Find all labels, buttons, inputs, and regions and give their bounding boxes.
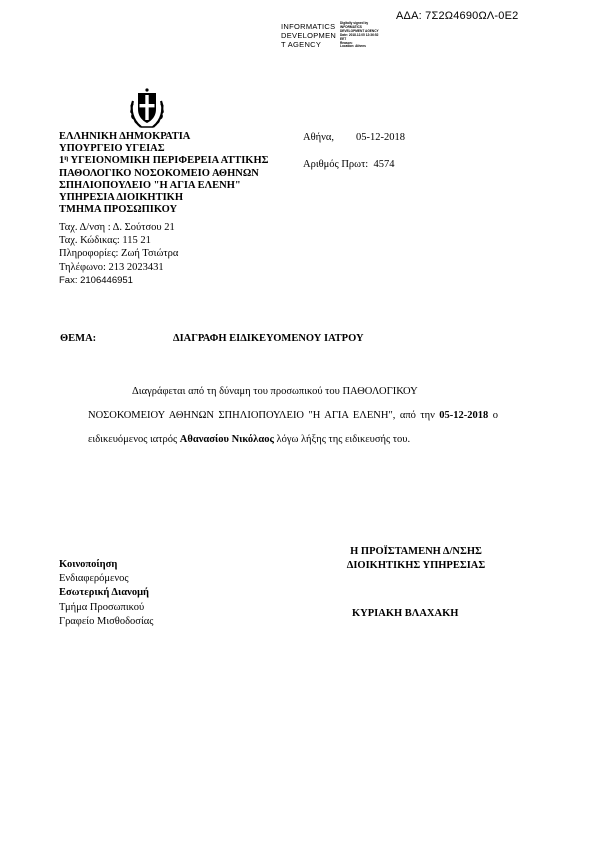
protocol-value: 4574 (373, 159, 395, 170)
fax-line: Fax: 2106446951 (59, 274, 133, 286)
stamp-line: DEVELOPMEN (281, 31, 337, 40)
org-line-health-region (59, 155, 269, 167)
digital-signature-stamp (281, 22, 411, 56)
org-line: ΥΠΟΥΡΓΕΙΟ ΥΓΕΙΑΣ (59, 143, 165, 155)
protocol-label: Αριθμός Πρωτ: (303, 159, 369, 170)
stamp-line: T AGENCY (281, 40, 322, 49)
org-line: ΕΛΛΗΝΙΚΗ ΔΗΜΟΚΡΑΤΙΑ (59, 131, 191, 142)
organization-header (59, 131, 269, 216)
body-mid: ο ειδικευόμενος ιατρός (88, 410, 499, 445)
org-line-prefix: 1 (59, 155, 65, 167)
contact-info (59, 221, 178, 287)
org-line: ΥΓΕΙΟΝΟΜΙΚΗ ΠΕΡΙΦΕΡΕΙΑ ΑΤΤΙΚΗΣ (70, 155, 269, 167)
phone-line: Τηλέφωνο: 213 2023431 (59, 261, 164, 273)
stamp-detail: Location: Athens (340, 44, 366, 49)
org-line: ΥΠΗΡΕΣΙΑ ΔΙΟΙΚΗΤΙΚΗ (59, 191, 184, 203)
doctor-name: Αθανασίου Νικόλαος (179, 434, 274, 445)
org-line: ΣΠΗΛΙΟΠΟΥΛΕΙΟ "Η ΑΓΙΑ ΕΛΕΝΗ" (59, 179, 241, 191)
greek-coat-of-arms-icon (127, 87, 167, 131)
signature-title (342, 545, 490, 573)
stamp-detail: EET (340, 36, 347, 41)
body-line-1: Διαγράφεται από τη δύναμη του προσωπικού του ΠΑΘΟΛΟΓΙΚΟΥ (132, 386, 418, 397)
stamp-detail: Reason: (340, 40, 353, 45)
body-end: λόγω λήξης της ειδικευσής του. (273, 434, 411, 445)
cc-item: Ενδιαφερόμενος (59, 573, 129, 585)
address-line: Ταχ. Δ/νση : Δ. Σούτσου 21 (59, 222, 175, 233)
org-line: ΤΜΗΜΑ ΠΡΟΣΩΠΙΚΟΥ (59, 204, 178, 216)
info-contact-line: Πληροφορίες: Ζωή Τσιώτρα (59, 248, 179, 260)
cc-item: Τμήμα Προσωπικού (59, 601, 145, 613)
subject-label: ΘΕΜΑ: (60, 333, 97, 344)
signature-title-line: Η ΠΡΟΪΣΤΑΜΕΝΗ Δ/ΝΣΗΣ (350, 546, 482, 557)
signature-name: ΚΥΡΙΑΚΗ ΒΛΑΧΑΚΗ (352, 608, 459, 619)
stamp-detail: DEVELOPMENT AGENCY (340, 28, 379, 33)
stamp-detail: INFORMATICS (340, 24, 362, 29)
cc-item: Γραφείο Μισθοδοσίας (59, 615, 154, 627)
body-date: 05-12-2018 (439, 410, 489, 421)
body-line-2: ΝΟΣΟΚΟΜΕΙΟΥ ΑΘΗΝΩΝ ΣΠΗΛΙΟΠΟΥΛΕΙΟ "Η ΑΓΙΑ ΕΛΕΝΗ", από την (88, 410, 435, 421)
cc-label: Κοινοποίηση (59, 559, 118, 570)
org-line: ΠΑΘΟΛΟΓΙΚΟ ΝΟΣΟΚΟΜΕΙΟ ΑΘΗΝΩΝ (59, 167, 259, 179)
stamp-detail: Date: 2018.12.05 12:36:52 (340, 32, 379, 37)
date-city: Αθήνα, (303, 132, 334, 143)
internal-distribution-label: Εσωτερική Διανομή (59, 587, 149, 599)
signature-title-line: ΔΙΟΙΚΗΤΙΚΗΣ ΥΠΗΡΕΣΙΑΣ (346, 560, 486, 571)
postal-code-line: Ταχ. Κώδικας: 115 21 (59, 235, 151, 247)
date-value: 05-12-2018 (355, 132, 405, 143)
stamp-line: INFORMATICS (281, 22, 336, 31)
ada-code: ΑΔΑ: 7Σ2Ω4690ΩΛ-0Ε2 (396, 10, 519, 22)
protocol-number (303, 159, 394, 170)
stamp-detail: Digitally signed by (340, 21, 369, 25)
subject-text: ΔΙΑΓΡΑΦΗ ΕΙΔΙΚΕΥΟΜΕΝΟΥ ΙΑΤΡΟΥ (173, 333, 364, 344)
distribution-list (59, 558, 153, 629)
document-date (303, 132, 405, 143)
org-line-sup: η (64, 154, 69, 163)
body-paragraph (88, 380, 498, 452)
